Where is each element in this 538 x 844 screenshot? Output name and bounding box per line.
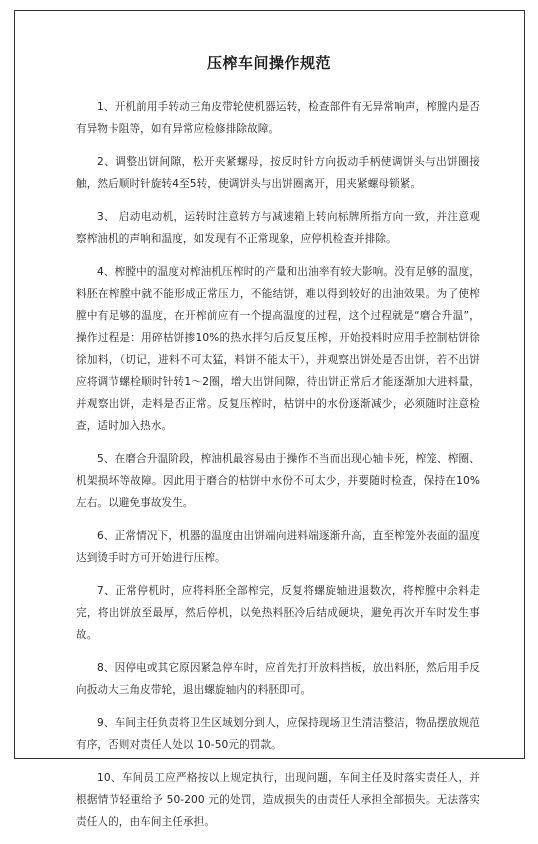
rule-paragraph-4: 4、榨膛中的温度对榨油机压榨时的产量和出油率有较大影响。没有足够的温度，料胚在榨膛中就不能形成正常压力，不能结饼，难以得到较好的出油效果。为了使榨膛中有足够的温度，在开榨前应有一个提高温度的过程，这个过程就是“磨合升温”，操作过程是：用碎枯饼掺10%的热水拌匀后反复压榨，开始投料时应用手控制枯饼徐徐加料，（切记，进料不可太猛，料饼不能太干），并观察出饼处是否出饼，若不出饼应将调节螺栓顺时针转1～2圈，增大出饼间隙，待出饼正常后才能逐渐加大进料量，并观察出饼，走料是否正常。反复压榨时，枯饼中的水份逐渐减少，必须随时注意检查，适时加入热水。 — [76, 266, 480, 432]
rule-paragraph-9: 9、车间主任负责将卫生区域划分到人，应保持现场卫生清洁整洁，物品摆放规范有序，否则对责任人处以 10-50元的罚款。 — [76, 717, 480, 751]
rule-paragraph-10: 10、车间员工应严格按以上规定执行，出现问题，车间主任及时落实责任人，并根据情节轻重给予 50-200 元的处罚，造成损失的由责任人承担全部损失。无法落实责任人的，由车间主任承担。 — [76, 772, 480, 828]
document-title: 压榨车间操作规范 — [206, 54, 331, 72]
rule-paragraph-6: 6、正常情况下，机器的温度由出饼端向进料端逐渐升高，直至榨笼外表面的温度达到烫手时方可开始进行压榨。 — [76, 530, 480, 564]
rule-paragraph-5: 5、在磨合升温阶段，榨油机最容易由于操作不当而出现心轴卡死，榨笼、榨圈、机架损坏等故障。因此用于磨合的枯饼中水份不可太少，并要随时检查，保持在10%左右。以避免事故发生。 — [76, 453, 480, 509]
rule-paragraph-7: 7、正常停机时，应将料胚全部榨完，反复将螺旋轴进退数次，将榨膛中余料走完，将出饼放至最厚，然后停机，以免热料胚冷后结成硬块，避免再次开车时发生事故。 — [76, 585, 480, 641]
rule-paragraph-2: 2、调整出饼间隙，松开夹紧螺母，按反时针方向扳动手柄使调饼头与出饼圈接触，然后顺时针旋转4至5转，使调饼头与出饼圈离开，用夹紧螺母锁紧。 — [76, 156, 480, 190]
rule-paragraph-8: 8、因停电或其它原因紧急停车时，应首先打开放料挡板，放出料胚，然后用手反向扳动大三角皮带轮，退出螺旋轴内的料胚即可。 — [76, 662, 480, 696]
rule-paragraph-1: 1、开机前用手转动三角皮带轮使机器运转，检查部件有无异常响声，榨膛内是否有异物卡阻等，如有异常应检修排除故障。 — [76, 101, 480, 135]
document-body — [76, 96, 480, 844]
rule-paragraph-3: 3、 启动电动机，运转时注意转方与减速箱上转向标牌所指方向一致，并注意观察榨油机的声响和温度，如发现有不正常现象，应停机检查并排除。 — [76, 211, 480, 245]
